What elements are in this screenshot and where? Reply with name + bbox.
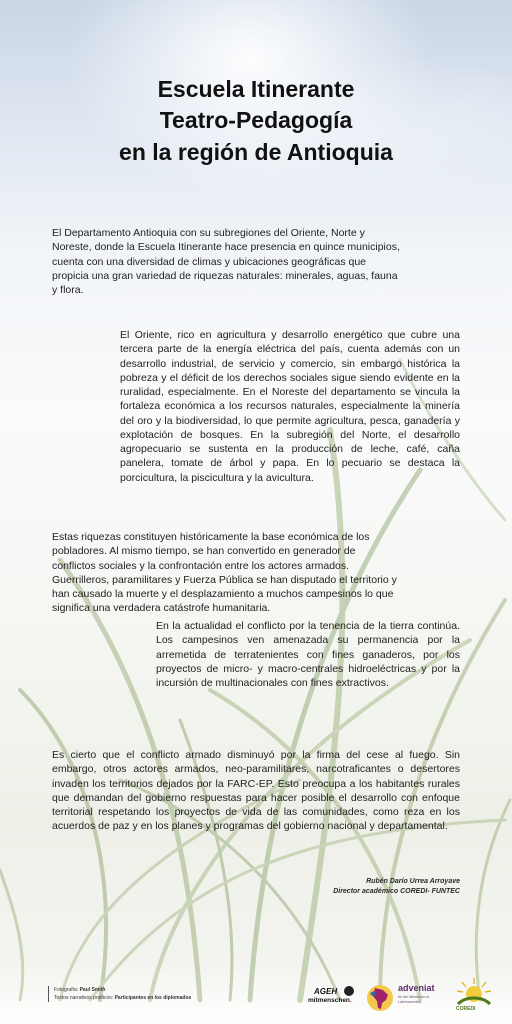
ageh-logo — [308, 982, 356, 1010]
texts-credit-line — [54, 994, 191, 1002]
texts-credit-value: Participantes en los diplomados — [114, 995, 192, 1001]
ageh-globe-icon — [344, 986, 354, 996]
paragraph-subregions: El Oriente, rico en agricultura y desarrollo energético que cubre una tercera parte de la energía eléctrica del país, cuenta además con un desarrollo industrial, de servicio y comercio, sin embargo histórica la pobreza y el déficit de los derechos sociales sigue siendo evidente en la ruralidad, especialmente. En el Noreste del departamento se vincula la fortaleza económica a los recursos naturales, especialmente la minería del oro y la biodiversidad, lo que permite agricultura, pesca, ganadería y explotación de bosques. En la subregión del Norte, el desarrollo agropecuario se sustenta en la producción de leche, café, caña panelera, tomate de árbol y papa. En lo pecuario se destaca la porcicultura, la piscicultura y la avicultura. — [120, 329, 460, 484]
texts-credit-label: Textos narrativos poéticos: — [54, 995, 114, 1001]
signature-role: Director académico COREDI- FUNTEC — [333, 888, 460, 896]
coredi-logo — [452, 976, 496, 1018]
page-title — [40, 74, 472, 168]
ageh-logo-text: AGEH — [314, 987, 338, 996]
footer-credits — [48, 986, 191, 1002]
title-line-3: en la región de Antioquia — [119, 138, 393, 165]
ageh-logo-subtext: mitmenschen. — [308, 997, 352, 1004]
photo-credit-value: Paul Smith — [79, 987, 106, 993]
coredi-sun-icon — [452, 976, 496, 1008]
signature-name: Rubén Darío Urrea Arroyave — [366, 878, 460, 885]
coredi-logo-text: COREDI — [456, 1006, 476, 1012]
paragraph-conflict-history: Estas riquezas constituyen históricamente la base económica de los pobladores. Al mismo tiempo, se han convertido en generador de conflictos sociales y la confrontación entre los actores armados. Guerrilleros, paramilitares y Fuerza Pública se han disputado el territorio y han causado la muerte y el desplazamiento a muchos campesinos lo que significa una verdadera catástrofe humanitaria. — [52, 531, 397, 615]
signature-block — [333, 877, 460, 897]
adveniat-logo — [362, 978, 442, 1014]
latin-america-map-icon — [366, 984, 394, 1012]
adveniat-logo-text: adveniat — [398, 983, 435, 993]
paragraph-intro: El Departamento Antioquia con su subregiones del Oriente, Norte y Noreste, donde la Escuela Itinerante hace presencia en quince municipios, cuenta con una diversidad de climas y ubicaciones geográficas que propicia una gran variedad de riquezas naturales: minerales, aguas, fauna y flora. — [52, 227, 400, 297]
title-line-1: Escuela Itinerante — [157, 76, 355, 102]
adveniat-logo-subtext: für die Menschen in Lateinamerika — [398, 995, 430, 1004]
paragraph-ceasefire: Es cierto que el conflicto armado disminuyó por la firma del cese al fuego. Sin embargo, otros actores armados, neo-paramilitares, narcotraficantes o desertores invaden los territorios dejados por la FARC-EP. Esto preocupa a los habitantes rurales que demandan del gobierno respuestas para hacer posible el desarrollo con enfoque territorial respetando los proyectos de vida de las comunidades, como reza en los acuerdos de paz y en los planes y programas del gobierno nacional y departamental. — [52, 749, 460, 833]
photo-credit-line — [54, 986, 191, 994]
paragraph-land-conflict: En la actualidad el conflicto por la tenencia de la tierra continúa. Los campesinos ven amenazada su permanencia por la arremetida de terratenientes con fines ganaderos, por los proyectos de micro- y macro-centrales hidroeléctricas y por la incursión de multinacionales con fines extractivos. — [156, 620, 460, 690]
photo-credit-label: Fotografía: — [54, 987, 79, 993]
title-line-2: Teatro-Pedagogía — [159, 107, 353, 134]
